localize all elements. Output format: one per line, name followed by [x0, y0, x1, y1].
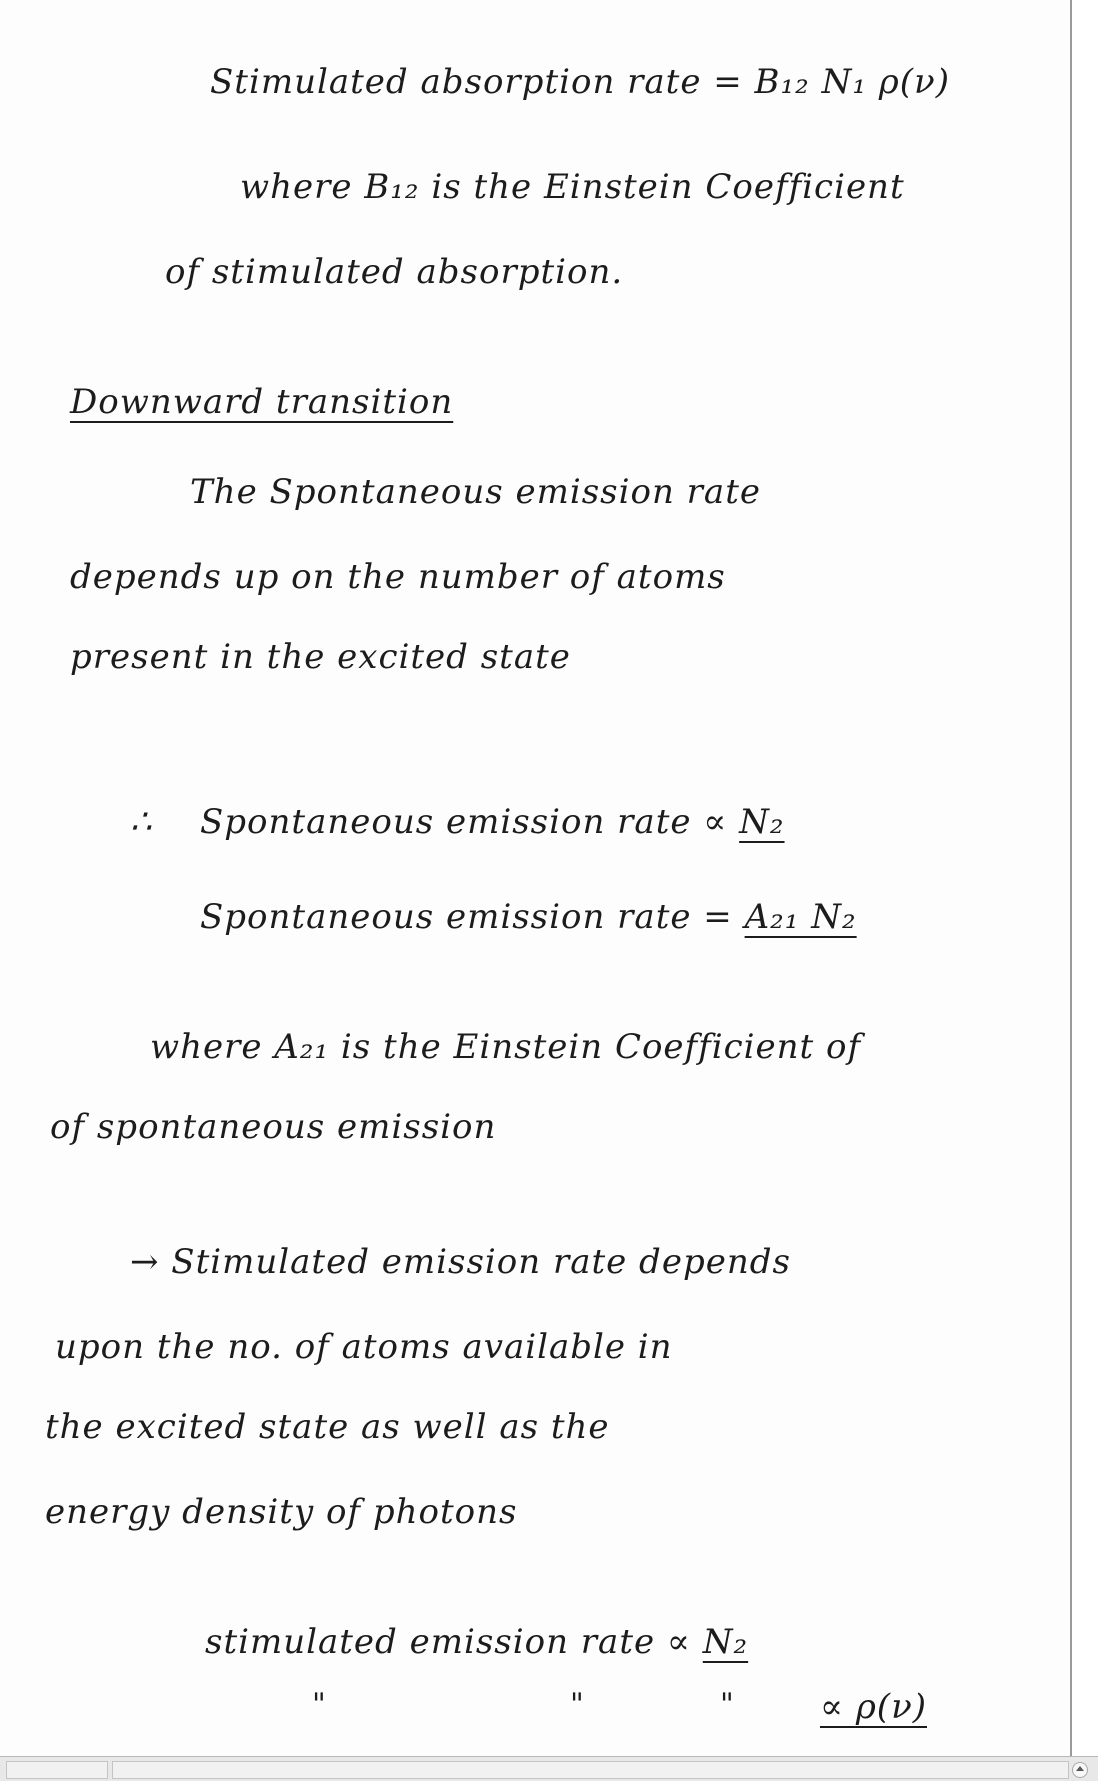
stimulated-description-line-1: → Stimulated emission rate depends [130, 1242, 791, 1282]
stimulated-proportionality [205, 1622, 749, 1662]
scrollbar-track[interactable] [112, 1761, 1069, 1779]
absorption-rate-equation: Stimulated absorption rate = B₁₂ N₁ ρ(ν) [210, 62, 950, 102]
spontaneous-description-line-2: depends up on the number of atoms [70, 557, 726, 597]
spontaneous-rate-equation-term: A₂₁ N₂ [744, 897, 857, 937]
b12-definition-line: where B₁₂ is the Einstein Coefficient [240, 167, 905, 207]
stimulated-proportionality-term: N₂ [702, 1622, 749, 1662]
a21-definition-continued: of spontaneous emission [50, 1107, 497, 1147]
stimulated-description-line-4: energy density of photons [45, 1492, 518, 1532]
spontaneous-description-line-3: present in the excited state [70, 637, 571, 677]
scroll-up-icon[interactable] [1072, 1762, 1088, 1778]
ditto-mark-2: " [570, 1687, 584, 1722]
spontaneous-proportionality [200, 802, 785, 842]
b12-definition-continued: of stimulated absorption. [165, 252, 624, 292]
stimulated-proportionality-text: stimulated emission rate ∝ [205, 1622, 691, 1662]
therefore-symbol: ∴ [130, 802, 153, 842]
spontaneous-rate-equation [200, 897, 857, 937]
stimulated-description-line-2: upon the no. of atoms available in [55, 1327, 673, 1367]
spontaneous-rate-equation-text: Spontaneous emission rate = [200, 897, 733, 937]
ditto-mark-1: " [312, 1687, 326, 1722]
horizontal-scrollbar[interactable] [0, 1756, 1098, 1781]
scrollbar-left-segment[interactable] [6, 1761, 108, 1779]
stimulated-description-line-3: the excited state as well as the [45, 1407, 610, 1447]
downward-transition-heading: Downward transition [70, 382, 454, 422]
spontaneous-proportionality-term: N₂ [739, 802, 785, 842]
spontaneous-description-line-1: The Spontaneous emission rate [190, 472, 761, 512]
spontaneous-proportionality-text: Spontaneous emission rate ∝ [200, 802, 728, 842]
stimulated-proportionality-energy-density: ∝ ρ(ν) [820, 1687, 928, 1727]
a21-definition-line: where A₂₁ is the Einstein Coefficient of [150, 1027, 862, 1067]
ditto-mark-3: " [720, 1687, 734, 1722]
